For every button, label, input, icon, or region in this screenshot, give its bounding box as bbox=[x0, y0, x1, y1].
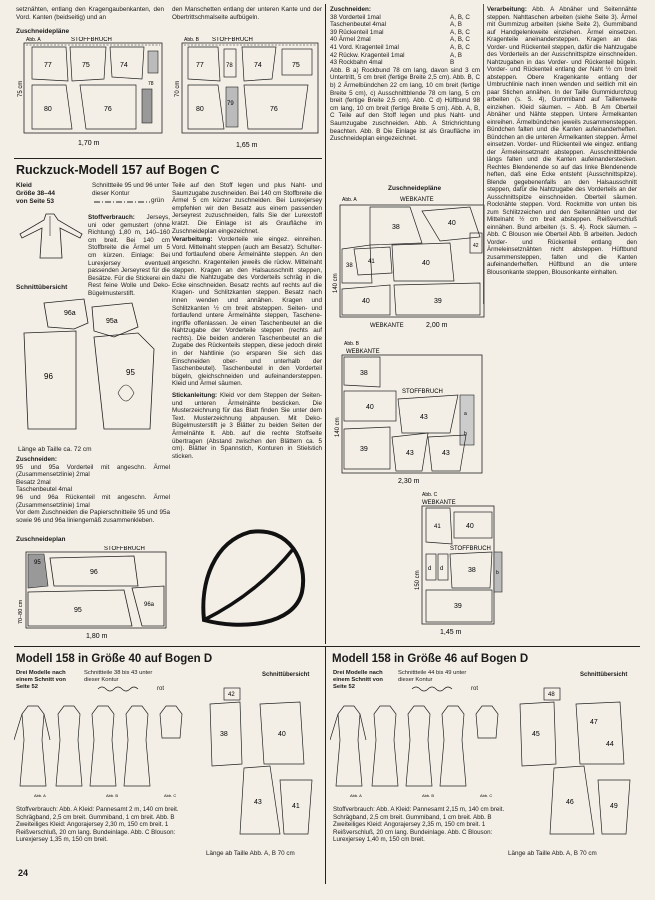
plan-a-width: 1,70 m bbox=[78, 140, 100, 147]
plan-b-abb: Abb. B bbox=[184, 37, 200, 43]
cut-list-row bbox=[330, 21, 480, 29]
svg-text:WEBKANTE: WEBKANTE bbox=[346, 349, 380, 355]
svg-text:WEBKANTE: WEBKANTE bbox=[400, 197, 434, 203]
svg-text:70–80 cm: 70–80 cm bbox=[18, 599, 24, 624]
svg-text:44: 44 bbox=[606, 741, 614, 748]
plan-b-width: 1,65 m bbox=[236, 142, 258, 149]
model158-40-intro: Drei Modelle nach einem Schnitt von Seite 52 bbox=[16, 670, 66, 690]
cut-list-item: 40 Ärmel 2mal bbox=[330, 36, 371, 44]
plan-a-abb: Abb. A bbox=[26, 37, 41, 43]
cut-list-item: 39 Rückenteil 1mal bbox=[330, 28, 384, 36]
svg-text:d: d bbox=[440, 566, 444, 572]
cut-list-abb: A, B, C bbox=[450, 13, 470, 21]
model158-46-contour bbox=[410, 685, 470, 693]
cut-list-row bbox=[330, 52, 480, 60]
model158-46-fashion-figures bbox=[330, 700, 505, 800]
svg-text:150 cm: 150 cm bbox=[415, 570, 421, 590]
model158-40-color: rot bbox=[157, 686, 165, 692]
svg-text:WEBKANTE: WEBKANTE bbox=[422, 500, 456, 506]
rule-vertical-right bbox=[483, 4, 484, 304]
model158-46-intro: Drei Modelle nach einem Schnitt von Seite 52 bbox=[333, 670, 383, 690]
model158-40-stoff: Stoffverbrauch: Abb. A Kleid: Pannesamt 2 m, 140 cm breit. Schrägband, 2,5 cm breit. Gummiband, 1 cm breit. Abb. B Zweiteiliges Kleid: Angorajersey 2,30 m, 150 cm breit. 1 Reißverschluß, 20 cm lang. Bundeinlage. Abb. C Blouson: Lurexjersey 1,35 m, 150 cm breit. bbox=[16, 806, 179, 844]
svg-text:46: 46 bbox=[566, 799, 574, 806]
svg-text:41: 41 bbox=[368, 259, 375, 265]
svg-text:Abb. B: Abb. B bbox=[344, 341, 360, 347]
svg-text:80: 80 bbox=[44, 106, 52, 113]
model158-40-pattern-pieces bbox=[200, 684, 320, 844]
svg-text:Abb. A: Abb. A bbox=[350, 793, 362, 798]
model157-middle-text: Teile auf den Stoff legen und plus Naht- und Saumzugabe zuschneiden. Bei 140 cm Stoffbreite die Ärmel 5 cm kürzer zuschneiden. Bei Lurexjersey empfehlen wir den Besatz aus einem passenden Jerseyrest zuzuschneiden, falls Sie der Lurexstoff kratzt. Die Einlage ist als Graufläche im Zuschneideplan eingezeichnet. Verarbeitung: Vorderteile wie eingez. einreihen. Vord. Mittelnaht steppen (auch am Besatz). Schulter- und fortlaufend obere Ärmelnähte steppen. An den angeschn. Kragenteilen jeweils die rückw. Mittelnaht steppen. Kragen an den Halsausschnitt steppen, dazu die Nahtzugabe des Vorderteils schräg in die Ecke einschneiden. Besatz rechts auf rechts auf die Kragen- und Schlitzkanten steppen. Besatz nach innen wenden und annähen. Kragen und Schlitzkanten ½ cm breit absteppen. Seiten- und fortlaufend untere Ärmelnähte steppen, Tascheneingriffe offenlassen. Je einen Taschenbeutel an die Nahtzugabe der Vorderteile steppen (rechts auf rechts). Die beiden anderen Taschenbeutel an die Zugabe des Rückenteils steppen, diese jedoch direkt in der Nahtlinie (so ersparen Sie sich das Einschneiden ober- und unterhalb der Taschenbeutel). Taschenbeutel in den Vorderteil bügeln, gleichschneiden und aufeinandersteppen. Kleid und Ärmel säumen. Stickanleitung: Kleid vor dem Steppen der Seiten- und unteren Ärmelnähte besticken. Die Musterzeichnung für das Blatt finden Sie unter dem Text. Musterzeichnung abpausen. Mit Deko-Bügelmusterstift je 3 Blätter zu beiden Seiten der Ärmelnähte lt. Abb. auf die rechte Stoffseite übertragen (Abstand zwischen den Blättern ca. 5 cm). Blätter in Spannstich, Konturen in Stielstich sticken. bbox=[172, 182, 322, 460]
model157-color: grün bbox=[151, 197, 165, 204]
middle-plan-a bbox=[330, 193, 490, 333]
cut-list-abb: B bbox=[450, 59, 455, 67]
cut-list-item: 41 Vord. Kragenteil 1mal bbox=[330, 43, 399, 51]
model158-46-stoff: Stoffverbrauch: Abb. A Kleid: Pannesamt 2,15 m, 140 cm breit. Schrägband, 2,5 cm breit. Gummiband, 1 cm breit. Abb. B Zweiteiliges Kleid: Angorajersey 2,35 m, 150 cm breit. 1 Reißverschluß, 20 cm lang. Bundeinlage. Abb. C Blouson: Lurexjersey 1,40 m, 150 cm breit. bbox=[333, 806, 505, 844]
right-verarbeitung: Verarbeitung: Abb. A Abnäher und Seitennähte steppen. Nahttaschen arbeiten (siehe Seite 3). Ärmel mit Gummizug arbeiten (siehe Seite 2), Gummiband auf Handgelenkweite einziehen. Ärmel einsetzen. Kragenteile aneinandersteppen. Kragen an das Vorder- und Rückenteil steppen, dafür die Nahtzugabe des Vorderteils an der Ausschnittspitze einschneiden. Nahtzugaben in das Vorder- und Rückenteil bügeln. Vorder- und Rückenteil entlang der Naht ½ cm breit absteppen. Obere Kragenkante entlang der Umbruchlinie nach innen wenden und seitlich mit ein paar Stichen annähen. In der Taille Gummidurchzug arbeiten (s. S. 4), Gummiband auf Taillenweite einziehen. Kleid säumen. – Abb. B Am Oberteil Abnäher und Nähte steppen. Untere Ärmelkanten einreihen. Ärmelbündchen jeweils zusammensteppen. Bündchen falten und die Kanten aufeinanderheften. Bündchen an die unteren Ärmelkanten steppen. Ärmel einsetzen. Vorder- und Rückenteil wie eingez. entlang der Ärmeleinsetznaht absteppen. Ausschnittblende längs falten und die Kanten aufeinanderstecken. Rechtes Blendenende so auf das linke Blendenende heften, daß eine Ecke entsteht (Ausschnittspitze). Blende gegebenenfalls an den Halsausschnitt steppen, dafür die Nahtzugabe des Vorderteils an der Ausschnittspitze einschneiden. Oberteil säumen. Rocknähte steppen. Vord. Rockmitte von unten bis zum Schlitzzeichen und den Seitennähten und der Mittelnaht ½ cm breit absteppen. Reißverschluß einnähen. Bund arbeiten (s. S. 4). Rock säumen. – Abb. C Blouson wie Oberteil Abb. B arbeiten. Jedoch Vorder- und Rückenteil entlang den Ärmeleinsetznähten nicht absteppen. Hüftbund zusammensteppen, falten und die Kanten aufeinanderheften. Hüftbund an die untere Blousonkante steppen, Blousonkante einhalten. bbox=[487, 6, 637, 276]
cut-list-item: 43 Rockbahn 4mal bbox=[330, 59, 383, 67]
svg-text:STOFFBRUCH: STOFFBRUCH bbox=[450, 546, 491, 552]
rule-vertical-mid bbox=[325, 4, 326, 644]
middle-cut-section: Zuschneiden: 38 Vorderteil 1mal A, B, C Taschenbeutel 4mal A, B 39 Rückenteil 1mal A, B, C 40 Ärmel 2mal A, B, C 41 Vord. Kragenteil 1mal A, B, C 42 Rückw. Kragenteil 1mal A, B 43 Rockbahn 4mal B Abb. B a) Rockbund 78 cm lang, davon sind 3 cm Untertritt, 5 cm breit (fertige Breite 2,5 cm). Abb. B, C b) 2 Ärmelbündchen 22 cm lang, 10 cm breit (fertige Breite 5 cm), c) Ausschnittblende 78 cm lang, 5 cm breit (fertige Breite 2,5 cm). Abb. C d) Hüftbund 98 cm lang, 10 cm breit (fertige Breite 5 cm). Abb. A, B, C Teile auf den Stoff legen und plus Naht- und Saumzugabe zuschneiden. Abb. A Strichrichtung beachten. Abb. B Die Einlage ist als Graufläche im Zuschneideplan eingezeichnet. bbox=[330, 6, 480, 143]
svg-text:42: 42 bbox=[473, 243, 479, 249]
model157-title: Ruckzuck-Modell 157 auf Bogen C bbox=[16, 163, 220, 177]
svg-text:96: 96 bbox=[90, 569, 98, 576]
model158-40-title: Modell 158 in Größe 40 auf Bogen D bbox=[16, 653, 213, 665]
svg-text:75: 75 bbox=[292, 62, 300, 69]
cut-list-row bbox=[330, 44, 480, 52]
svg-text:40: 40 bbox=[466, 523, 474, 530]
model158-46-schnitt-heading: Schnittübersicht bbox=[580, 672, 628, 678]
svg-text:38: 38 bbox=[346, 263, 353, 269]
cut-list bbox=[330, 14, 480, 67]
rule-vertical-bottom bbox=[325, 646, 326, 884]
svg-text:39: 39 bbox=[434, 298, 442, 305]
model157-stoff: Stoffverbrauch: Jerseys, uni oder gemustert (ohne Richtung) 1,80 m, 140–160 cm breit. Bei 140 cm Stoffbreite die Ärmel um 5 cm kürzen. Einlage: Bei Lurexjersey eventuell passenden Jerseyrest für die Besätze. Für die Stickerei ein Rest feine Wolle und Deko-Bügelmusterstift. bbox=[88, 214, 170, 297]
middle-cut-text: Abb. B a) Rockbund 78 cm lang, davon sind 3 cm Untertritt, 5 cm breit (fertige Breite 2,5 cm). Abb. B, C b) 2 Ärmelbündchen 22 cm lang, 10 cm breit (fertige Breite 5 cm), c) Ausschnittblende 78 cm lang, 5 cm breit (fertige Breite 2,5 cm). Abb. C d) Hüftbund 98 cm lang, 10 cm breit (fertige Breite 5 cm). Abb. A, B, C Teile auf den Stoff legen und plus Naht- und Saumzugabe zuschneiden. Abb. A Strichrichtung beachten. Abb. B Die Einlage ist als Graufläche im Zuschneideplan eingezeichnet. bbox=[330, 66, 480, 143]
svg-text:43: 43 bbox=[254, 799, 262, 806]
svg-text:95: 95 bbox=[126, 368, 135, 377]
svg-text:40: 40 bbox=[422, 260, 430, 267]
svg-text:77: 77 bbox=[44, 62, 52, 69]
intro-right: den Manschetten entlang der unteren Kante und der Obertrittschmalseite aufbügeln. bbox=[172, 6, 322, 21]
cut-list-item: 42 Rückw. Kragenteil 1mal bbox=[330, 51, 405, 59]
middle-plan-c bbox=[410, 490, 520, 638]
middle-plans-heading: Zuschneidepläne bbox=[388, 185, 442, 192]
model157-plan-heading: Zuschneideplan bbox=[16, 536, 66, 543]
svg-text:38: 38 bbox=[392, 224, 400, 231]
svg-text:76: 76 bbox=[104, 106, 112, 113]
svg-text:Abb. B: Abb. B bbox=[422, 793, 435, 798]
cutting-plan-b-top bbox=[172, 37, 322, 155]
page-number: 24 bbox=[18, 868, 29, 878]
model158-40-schnitt-heading: Schnittübersicht bbox=[262, 672, 310, 678]
svg-text:b: b bbox=[464, 431, 467, 437]
svg-text:74: 74 bbox=[254, 62, 262, 69]
model158-40-schnitt: Schnittteile 38 bis 43 unter dieser Kontur bbox=[84, 670, 153, 683]
svg-text:STOFFBRUCH: STOFFBRUCH bbox=[104, 546, 145, 552]
model157-kleid: Kleid bbox=[16, 182, 32, 189]
plan-a-height: 75 cm bbox=[18, 80, 24, 97]
model157-laenge: Länge ab Taille ca. 72 cm bbox=[18, 446, 92, 453]
svg-text:96a: 96a bbox=[64, 310, 76, 317]
svg-text:1,80 m: 1,80 m bbox=[86, 633, 108, 640]
svg-text:Abb. A: Abb. A bbox=[342, 197, 357, 203]
svg-text:Abb. C: Abb. C bbox=[164, 793, 177, 798]
model157-size-block bbox=[16, 182, 55, 206]
model158-40-fashion-figures bbox=[14, 700, 189, 800]
svg-text:41: 41 bbox=[434, 524, 441, 530]
svg-text:39: 39 bbox=[360, 446, 368, 453]
plan-b-fold: STOFFBRUCH bbox=[212, 37, 253, 43]
svg-text:79: 79 bbox=[227, 101, 234, 107]
model158-46-laenge: Länge ab Taille Abb. A, B 70 cm bbox=[508, 850, 597, 857]
svg-text:a: a bbox=[464, 411, 467, 417]
cutting-plan-a-top bbox=[16, 37, 166, 155]
model158-46-color: rot bbox=[471, 686, 479, 692]
svg-text:d: d bbox=[428, 566, 432, 572]
cut-list-abb: A, B, C bbox=[450, 28, 470, 36]
svg-text:140 cm: 140 cm bbox=[333, 273, 339, 293]
model157-zuschneiden: Zuschneiden: 95 und 95a Vorderteil mit angeschn. Ärmel (Zusammensetzlinie) 2mal Besatz 2mal Taschenbeutel 4mal 96 und 96a Rückenteil mit angeschn. Ärmel (Zusammensetzlinie) 1mal Vor dem Zuschneiden die Papierschnitteile 95 und 95a sowie 96 und 96a liniengemäß zusammenkleben. bbox=[16, 456, 170, 524]
svg-text:STOFFBRUCH: STOFFBRUCH bbox=[402, 389, 443, 395]
svg-text:42: 42 bbox=[228, 692, 235, 698]
svg-text:47: 47 bbox=[590, 719, 598, 726]
svg-text:Abb. C: Abb. C bbox=[422, 492, 438, 498]
svg-text:95: 95 bbox=[74, 607, 82, 614]
svg-text:2,30 m: 2,30 m bbox=[398, 478, 420, 485]
svg-text:95a: 95a bbox=[106, 318, 118, 325]
cut-list-row bbox=[330, 36, 480, 44]
cut-list-row bbox=[330, 14, 480, 22]
svg-text:43: 43 bbox=[442, 450, 450, 457]
svg-text:Abb. A: Abb. A bbox=[34, 793, 46, 798]
intro-left: setznähten, entlang den Kragengaubenkanten, den Vord. Kanten (beidseitig) und an bbox=[16, 6, 164, 21]
svg-text:75: 75 bbox=[82, 62, 90, 69]
svg-text:78: 78 bbox=[148, 81, 154, 87]
svg-text:80: 80 bbox=[196, 106, 204, 113]
cut-list-abb: A, B bbox=[450, 21, 462, 29]
svg-text:74: 74 bbox=[120, 62, 128, 69]
svg-text:140 cm: 140 cm bbox=[335, 417, 341, 437]
svg-text:39: 39 bbox=[454, 603, 462, 610]
svg-text:45: 45 bbox=[532, 731, 540, 738]
leaf-embroidery-motif bbox=[190, 522, 322, 632]
svg-text:78: 78 bbox=[226, 63, 233, 69]
svg-text:38: 38 bbox=[468, 567, 476, 574]
cut-list-item: 38 Vorderteil 1mal bbox=[330, 13, 381, 21]
cut-list-abb: A, B, C bbox=[450, 36, 470, 44]
model158-46-pattern-pieces bbox=[510, 684, 640, 844]
cut-list-abb: A, B, C bbox=[450, 43, 470, 51]
cut-list-abb: A, B bbox=[450, 51, 462, 59]
svg-text:38: 38 bbox=[360, 370, 368, 377]
svg-text:40: 40 bbox=[278, 731, 286, 738]
model157-schnitt-heading: Schnittübersicht bbox=[16, 284, 68, 291]
svg-text:96a: 96a bbox=[144, 602, 155, 608]
model158-46-title: Modell 158 in Größe 46 auf Bogen D bbox=[332, 653, 529, 665]
model157-cutting-plan bbox=[14, 546, 172, 642]
svg-text:Abb. B: Abb. B bbox=[106, 793, 119, 798]
svg-text:40: 40 bbox=[448, 220, 456, 227]
svg-text:40: 40 bbox=[366, 404, 374, 411]
model158-40-contour bbox=[96, 685, 156, 693]
model157-schnitt: Schnittteile 95 und 96 unter dieser Kontur bbox=[92, 182, 169, 197]
svg-text:Abb. C: Abb. C bbox=[480, 793, 493, 798]
svg-text:2,00 m: 2,00 m bbox=[426, 322, 448, 329]
model157-from-page: von Seite 53 bbox=[16, 198, 54, 205]
svg-text:41: 41 bbox=[292, 803, 300, 810]
svg-text:95: 95 bbox=[34, 560, 41, 566]
svg-text:1,45 m: 1,45 m bbox=[440, 629, 462, 636]
cut-list-row bbox=[330, 59, 480, 67]
svg-text:49: 49 bbox=[610, 803, 618, 810]
svg-text:43: 43 bbox=[420, 414, 428, 421]
rule-bottom bbox=[14, 646, 640, 647]
model157-pattern-pieces bbox=[14, 293, 174, 443]
svg-text:b: b bbox=[496, 570, 499, 576]
svg-text:43: 43 bbox=[406, 450, 414, 457]
cut-list-item: Taschenbeutel 4mal bbox=[330, 21, 387, 29]
plan-a-fold: STOFFBRUCH bbox=[71, 37, 112, 43]
plan-b-height: 70 cm bbox=[175, 80, 181, 97]
model158-46-schnitt: Schnittteile 44 bis 49 unter dieser Kontur bbox=[398, 670, 467, 683]
svg-text:48: 48 bbox=[548, 692, 555, 698]
rule-top-left bbox=[14, 158, 322, 159]
svg-text:40: 40 bbox=[362, 298, 370, 305]
model157-dress-illustration bbox=[16, 210, 88, 262]
middle-plan-b bbox=[330, 337, 490, 487]
model157-size: Größe 38–44 bbox=[16, 190, 56, 197]
model157-zuschneiden-text: 95 und 95a Vorderteil mit angeschn. Ärmel (Zusammensetzlinie) 2mal Besatz 2mal Taschenbeutel 4mal 96 und 96a Rückenteil mit angeschn. Ärmel (Zusammensetzlinie) 1mal Vor dem Zuschneiden die Papierschnitteile 95 und 95a sowie 96 und 96a liniengemäß zusammenkleben. bbox=[16, 463, 170, 524]
plans-heading-top: Zuschneidepläne bbox=[16, 28, 70, 35]
svg-text:76: 76 bbox=[270, 106, 278, 113]
svg-text:77: 77 bbox=[196, 62, 204, 69]
svg-text:38: 38 bbox=[220, 731, 228, 738]
svg-text:WEBKANTE: WEBKANTE bbox=[370, 323, 404, 329]
svg-text:96: 96 bbox=[44, 372, 53, 381]
model158-40-laenge: Länge ab Taille Abb. A, B 70 cm bbox=[206, 850, 295, 857]
